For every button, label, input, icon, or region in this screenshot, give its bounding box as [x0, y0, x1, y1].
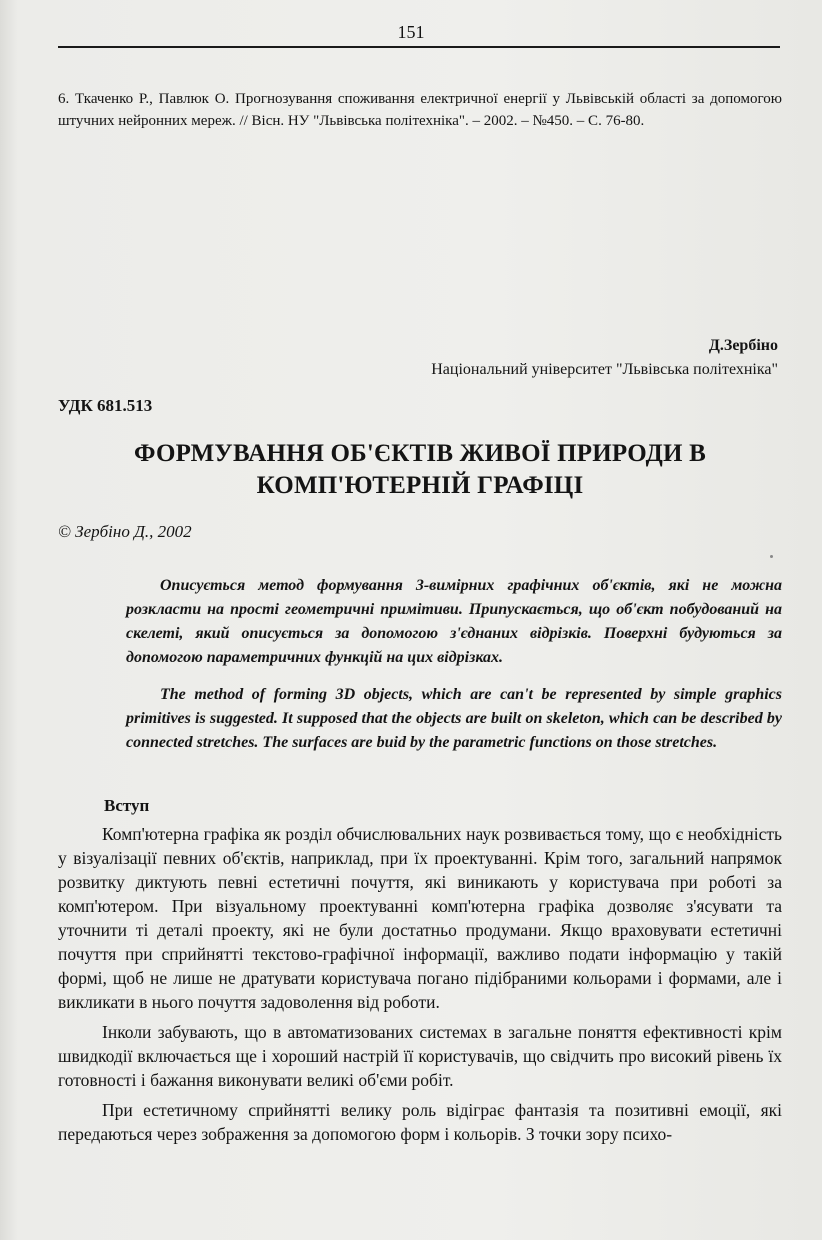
author-block [431, 334, 778, 382]
page-number: 151 [397, 22, 425, 42]
header-rule [58, 46, 780, 48]
body-paragraph: Інколи забувають, що в автоматизованих системах в загальне поняття ефективності крім швидкодії включається ще і хороший настрій її користувачів, що свідчить про високий рівень їх готовності і бажання виконувати великі об'єми робіт. [58, 1022, 782, 1090]
reference-item: 6. Ткаченко Р., Павлюк О. Прогнозування споживання електричної енергії у Львівській області за допомогою штучних нейронних мереж. // Вісн. НУ "Львівська політехніка". – 2002. – №450. – С. 76-80. [58, 91, 782, 129]
article-title [58, 438, 782, 502]
author-affiliation: Національний університет "Львівська політехніка" [431, 361, 778, 378]
scan-speck [770, 555, 773, 558]
title-line-1: ФОРМУВАННЯ ОБ'ЄКТІВ ЖИВОЇ ПРИРОДИ В [134, 440, 706, 467]
body-text [58, 822, 782, 1152]
title-line-2: КОМП'ЮТЕРНІЙ ГРАФІЦІ [256, 472, 584, 499]
body-paragraph: Комп'ютерна графіка як розділ обчислювальних наук розвивається тому, що є необхідність у візуалізації певних об'єктів, наприклад, при їх проектуванні. Крім того, загальний напрямок розвитку диктують певні естетичні почуття, які виникають у користувача при роботі за комп'ютером. При візуальному проектуванні комп'ютерна графіка дозволяє з'ясувати та уточнити ті деталі проекту, які не були достатньо продумани. Якщо враховувати естетичні почуття при сприйнятті текстово-графічної інформації, важливо подати інформацію у такій формі, щоб не лише не дратувати користувача погано підібраними кольорами і формами, але і викликати в нього почуття задоволення від роботи. [58, 824, 782, 1012]
body-paragraph: При естетичному сприйнятті велику роль відіграє фантазія та позитивні емоції, які передаються через зображення за допомогою форм і кольорів. З точки зору психо- [58, 1100, 782, 1144]
copyright-line: © Зербіно Д., 2002 [58, 522, 192, 541]
udk-code: УДК 681.513 [58, 396, 153, 415]
author-name: Д.Зербіно [708, 337, 778, 354]
abstract-ukrainian: Описується метод формування 3-вимірних графічних об'єктів, які не можна розкласти на прості геометричні примітиви. Припускається, що об'єкт побудований на скелеті, який описується за допомогою з'єднаних відрізків. Поверхні будуються за допомогою параметричних функцій на цих відрізках. [126, 577, 782, 666]
section-heading: Вступ [104, 796, 150, 815]
abstract-english: The method of forming 3D objects, which are can't be represented by simple graphics primitives is suggested. It supposed that the objects are built on skeleton, which can be described by connected stretches. The surfaces are buid by the parametric functions on those stretches. [126, 686, 782, 751]
